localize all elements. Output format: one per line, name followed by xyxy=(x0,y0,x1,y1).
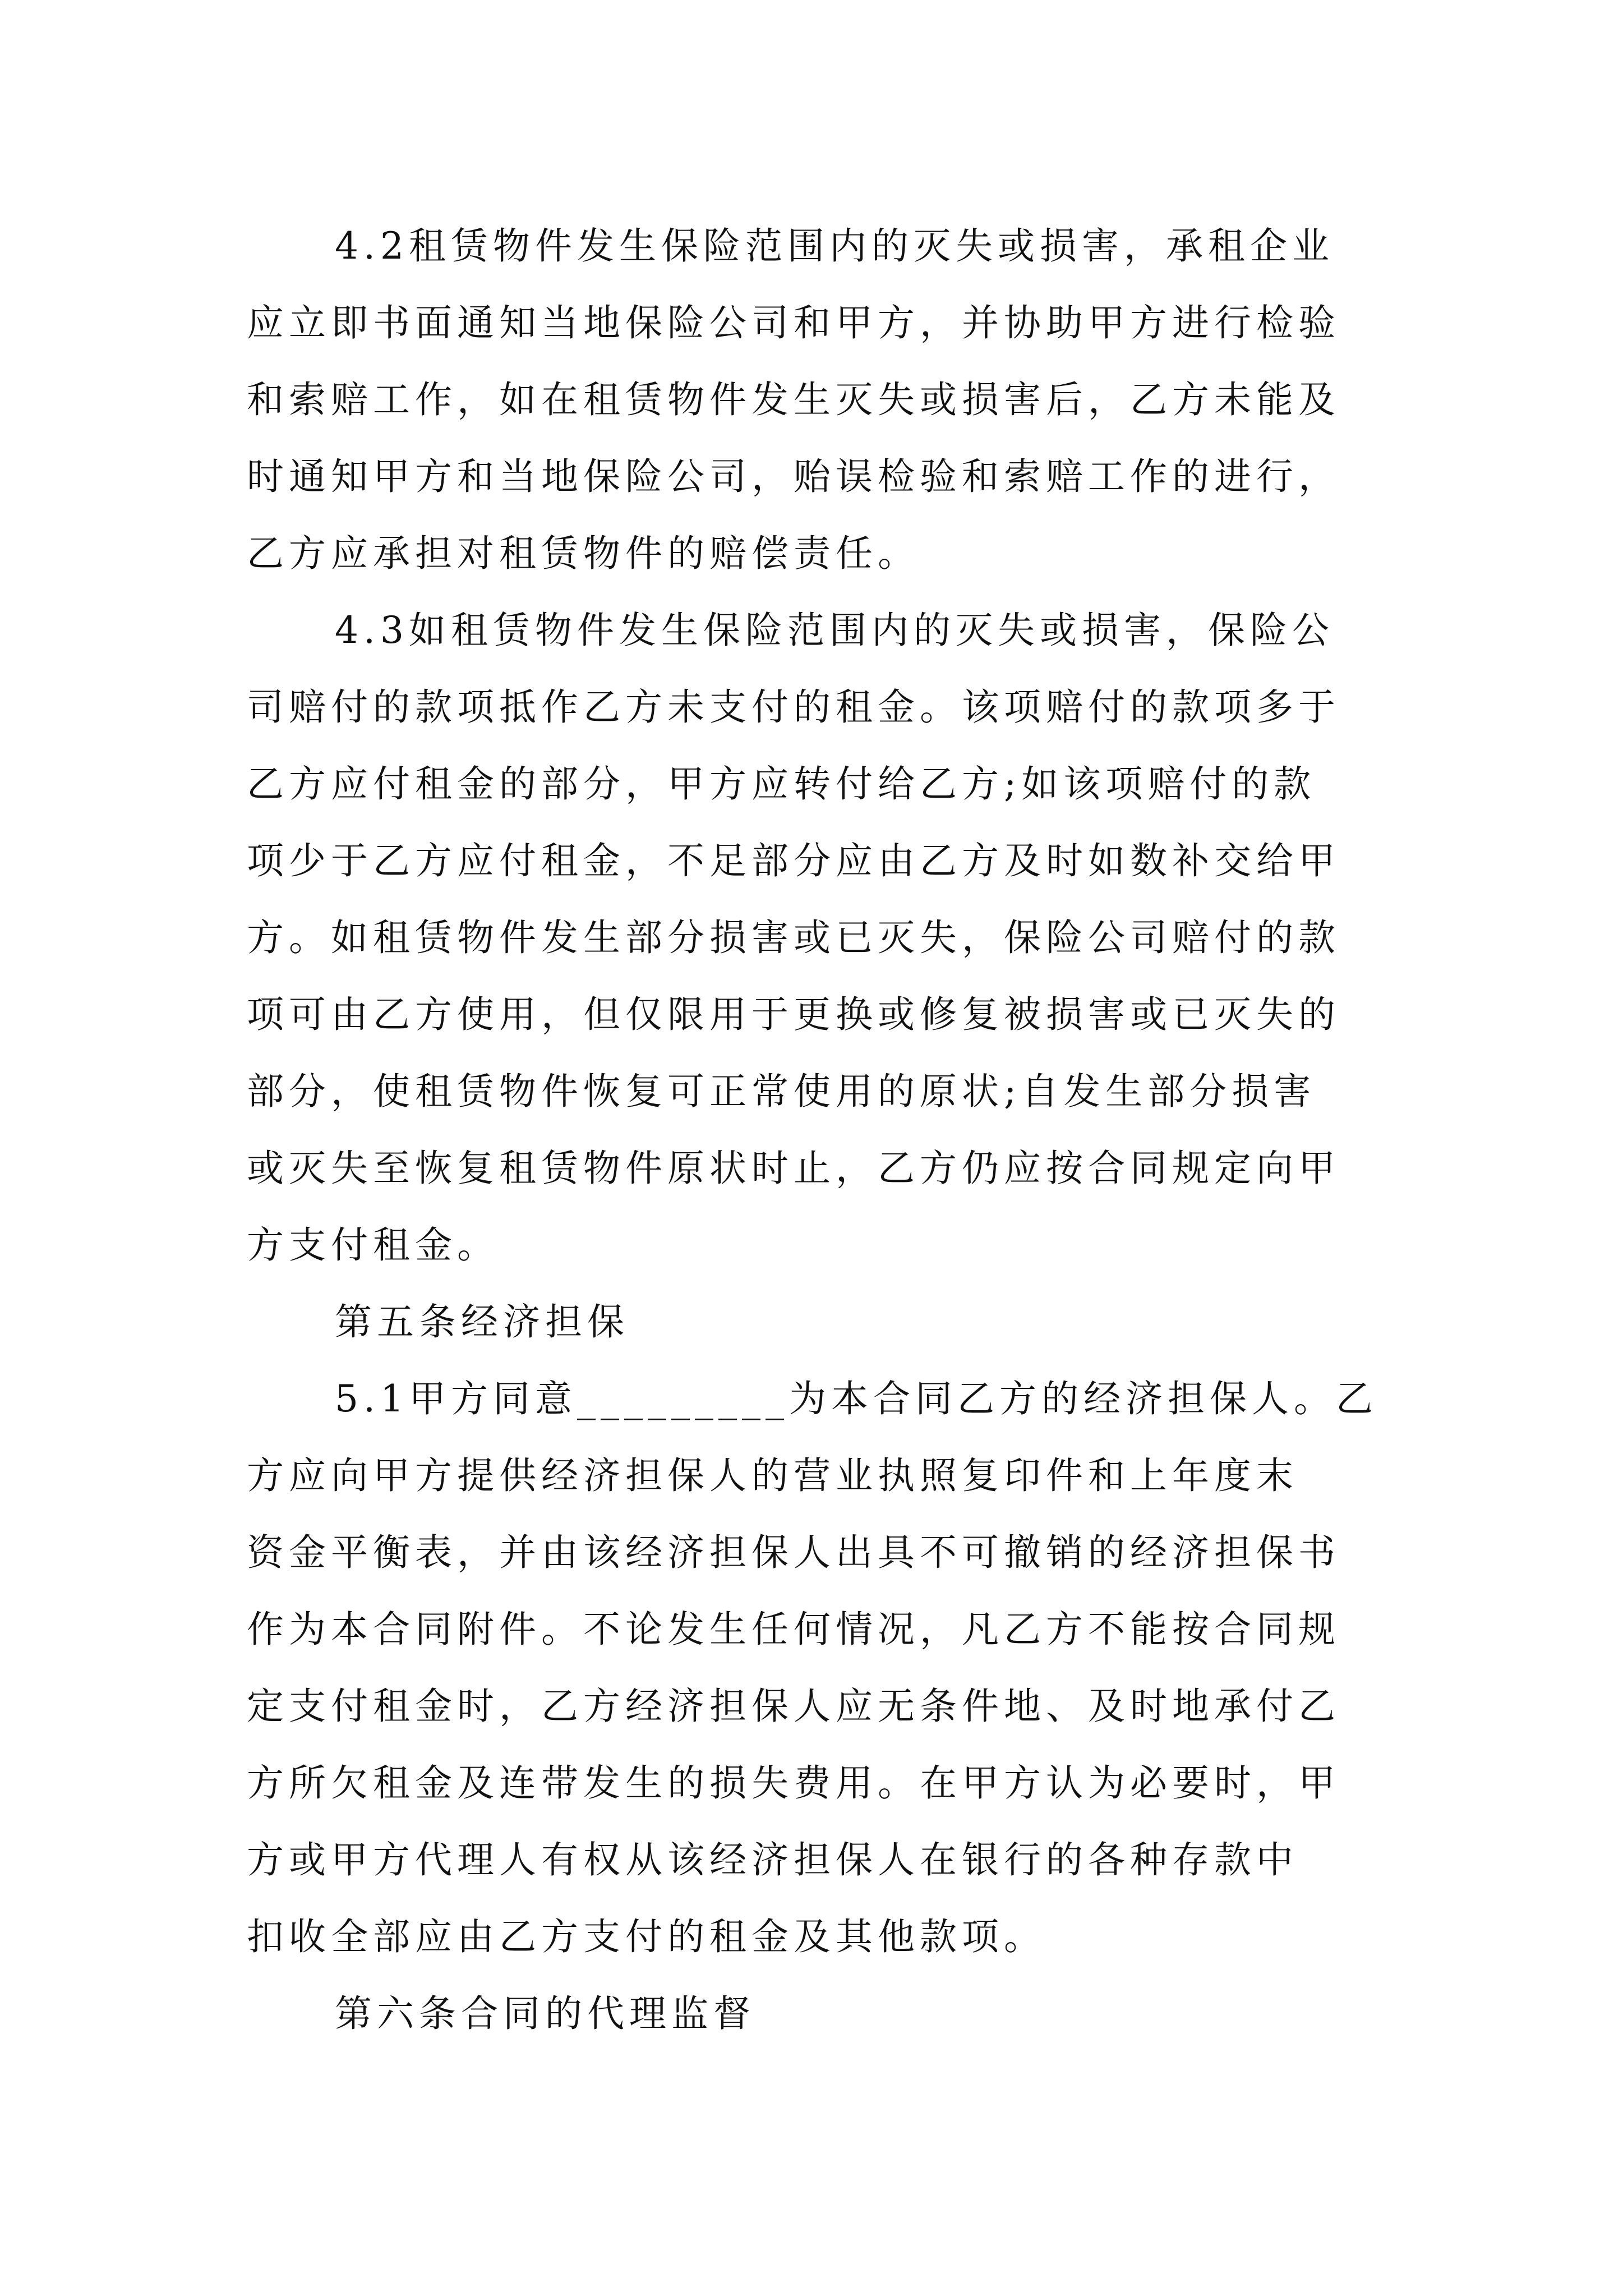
section-title: 第五条经济担保 xyxy=(335,1300,629,1343)
paragraph-line: 方。如租赁物件发生部分损害或已灭失，保险公司赔付的款 xyxy=(247,916,1340,959)
paragraph-line: 时通知甲方和当地保险公司，贻误检验和索赔工作的进行， xyxy=(247,455,1340,498)
section-heading-5 xyxy=(247,1283,1391,1360)
paragraph-line: 扣收全部应由乙方支付的租金及其他款项。 xyxy=(247,1915,1046,1958)
paragraph-line: 项少于乙方应付租金，不足部分应由乙方及时如数补交给甲 xyxy=(247,839,1340,882)
paragraph-line: 4.2租赁物件发生保险范围内的灭失或损害，承租企业 xyxy=(335,224,1334,268)
paragraph-5-1 xyxy=(247,1360,1391,1975)
paragraph-line: 定支付租金时，乙方经济担保人应无条件地、及时地承付乙 xyxy=(247,1685,1340,1728)
document-body xyxy=(247,208,1391,2052)
section-title: 第六条合同的代理监督 xyxy=(335,1992,755,2035)
paragraph-line: 方所欠租金及连带发生的损失费用。在甲方认为必要时，甲 xyxy=(247,1761,1340,1805)
paragraph-4-2 xyxy=(247,208,1391,592)
paragraph-line: 司赔付的款项抵作乙方未支付的租金。该项赔付的款项多于 xyxy=(247,685,1340,729)
paragraph-line: 5.1甲方同意_________为本合同乙方的经济担保人。乙 xyxy=(335,1377,1378,1420)
paragraph-line: 应立即书面通知当地保险公司和甲方，并协助甲方进行检验 xyxy=(247,301,1340,344)
section-heading-6 xyxy=(247,1975,1391,2052)
paragraph-line: 作为本合同附件。不论发生任何情况，凡乙方不能按合同规 xyxy=(247,1608,1340,1651)
paragraph-line: 方支付租金。 xyxy=(247,1223,499,1267)
paragraph-line: 4.3如租赁物件发生保险范围内的灭失或损害，保险公 xyxy=(335,609,1334,652)
paragraph-4-3 xyxy=(247,592,1391,1283)
paragraph-line: 乙方应付租金的部分，甲方应转付给乙方;如该项赔付的款 xyxy=(247,762,1316,806)
paragraph-line: 部分，使租赁物件恢复可正常使用的原状;自发生部分损害 xyxy=(247,1070,1316,1113)
paragraph-line: 方应向甲方提供经济担保人的营业执照复印件和上年度末 xyxy=(247,1454,1298,1497)
paragraph-line: 乙方应承担对租赁物件的赔偿责任。 xyxy=(247,532,920,575)
paragraph-line: 和索赔工作，如在租赁物件发生灭失或损害后，乙方未能及 xyxy=(247,378,1340,421)
paragraph-line: 项可由乙方使用，但仅限用于更换或修复被损害或已灭失的 xyxy=(247,993,1340,1036)
paragraph-line: 或灭失至恢复租赁物件原状时止，乙方仍应按合同规定向甲 xyxy=(247,1147,1340,1190)
paragraph-line: 方或甲方代理人有权从该经济担保人在银行的各种存款中 xyxy=(247,1838,1298,1881)
paragraph-line: 资金平衡表，并由该经济担保人出具不可撤销的经济担保书 xyxy=(247,1531,1340,1574)
